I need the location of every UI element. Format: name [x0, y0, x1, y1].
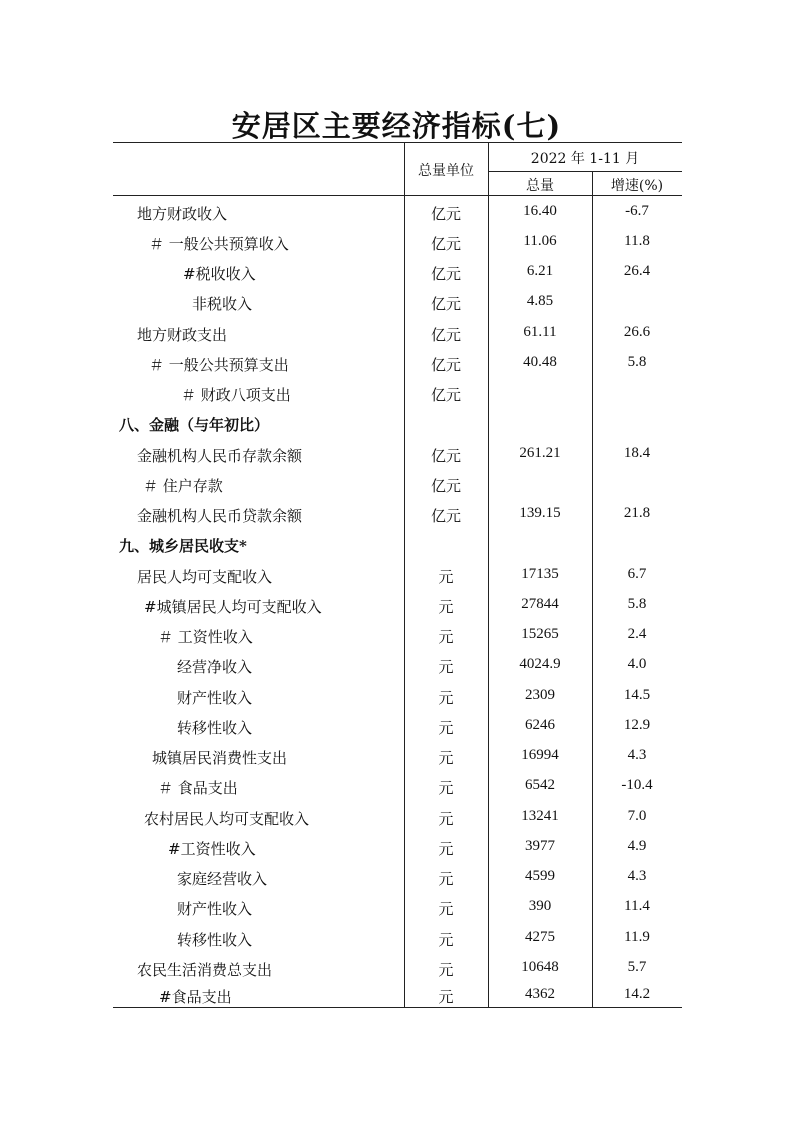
- row-label: 地方财政收入: [137, 205, 228, 223]
- table-row: [113, 923, 682, 953]
- row-unit: 元: [438, 628, 454, 646]
- row-total: 27844: [521, 596, 559, 612]
- row-label: 财产性收入: [177, 900, 253, 918]
- row-unit: 元: [438, 749, 454, 767]
- header-mid-rule: [488, 171, 682, 172]
- row-total: 390: [528, 898, 552, 914]
- table-row: [113, 257, 682, 287]
- row-unit: 亿元: [430, 326, 461, 344]
- row-growth: 11.9: [624, 929, 650, 945]
- row-unit: 元: [438, 598, 454, 616]
- row-total: 13241: [521, 808, 559, 824]
- row-growth: 26.6: [623, 324, 651, 340]
- row-growth: 12.9: [623, 717, 651, 733]
- row-growth: 11.4: [624, 898, 650, 914]
- row-total: 6542: [525, 777, 555, 793]
- header-unit: 总量单位: [418, 163, 474, 179]
- row-label: 经营净收入: [177, 658, 253, 676]
- row-label: ＃ 一般公共预算收入: [149, 235, 289, 253]
- row-unit: 亿元: [430, 235, 461, 253]
- row-total: 4362: [525, 986, 555, 1002]
- header-total: 总量: [526, 178, 554, 194]
- row-label: 家庭经营收入: [177, 870, 268, 888]
- row-unit: 亿元: [430, 205, 461, 223]
- table-row: [113, 197, 682, 227]
- table-row: [113, 711, 682, 741]
- row-label: #城镇居民人均可支配收入: [144, 598, 322, 616]
- row-unit: 元: [438, 689, 454, 707]
- table-row: [113, 439, 682, 469]
- table-row: [113, 227, 682, 257]
- table-row: [113, 348, 682, 378]
- row-growth: 5.8: [627, 596, 647, 612]
- table-row: [113, 741, 682, 771]
- row-total: 4024.9: [519, 656, 561, 672]
- row-growth: 6.7: [627, 566, 647, 582]
- row-unit: 元: [438, 961, 454, 979]
- section-label: 九、城乡居民收支*: [119, 537, 247, 555]
- row-total: 40.48: [523, 354, 557, 370]
- row-total: 4599: [525, 868, 555, 884]
- row-unit: 元: [438, 658, 454, 676]
- row-unit: 亿元: [430, 295, 461, 313]
- row-label: 财产性收入: [177, 689, 253, 707]
- row-unit: 亿元: [430, 477, 461, 495]
- row-total: 139.15: [519, 505, 561, 521]
- row-label: ＃ 食品支出: [158, 779, 238, 797]
- row-unit: 亿元: [430, 507, 461, 525]
- table-row: [113, 378, 682, 408]
- row-total: 11.06: [523, 233, 557, 249]
- table-row: [113, 681, 682, 711]
- row-growth: 14.5: [623, 687, 651, 703]
- table-top-rule: [113, 142, 682, 143]
- header-growth: 增速(%): [610, 178, 664, 194]
- row-total: 61.11: [523, 324, 557, 340]
- header-bottom-rule: [113, 195, 682, 196]
- row-label: 农民生活消费总支出: [137, 961, 273, 979]
- row-total: 10648: [521, 959, 559, 975]
- row-label: ＃ 财政八项支出: [181, 386, 291, 404]
- row-total: 15265: [521, 626, 559, 642]
- table-row: [113, 499, 682, 529]
- row-unit: 元: [438, 870, 454, 888]
- row-unit: 元: [438, 988, 454, 1006]
- row-label: 转移性收入: [177, 931, 253, 949]
- row-growth: 5.8: [627, 354, 647, 370]
- row-unit: 亿元: [430, 265, 461, 283]
- section-heading: [113, 529, 682, 559]
- row-label: ＃ 住户存款: [143, 477, 223, 495]
- row-unit: 元: [438, 719, 454, 737]
- section-heading: [113, 408, 682, 438]
- table-row: [113, 953, 682, 983]
- row-growth: 5.7: [627, 959, 647, 975]
- row-label: 非税收入: [192, 295, 253, 313]
- row-label: 居民人均可支配收入: [137, 568, 273, 586]
- row-label: 农村居民人均可支配收入: [144, 810, 310, 828]
- row-label: #工资性收入: [168, 840, 256, 858]
- row-total: 17135: [521, 566, 559, 582]
- page-title: 安居区主要经济指标(七): [231, 109, 562, 143]
- row-total: 3977: [525, 838, 555, 854]
- row-unit: 元: [438, 779, 454, 797]
- row-total: 4.85: [526, 293, 554, 309]
- table-row: [113, 771, 682, 801]
- table-row: [113, 650, 682, 680]
- row-label: ＃ 工资性收入: [158, 628, 253, 646]
- table-row: [113, 862, 682, 892]
- row-total: 16.40: [523, 203, 557, 219]
- row-growth: -6.7: [625, 203, 649, 219]
- row-label: 金融机构人民币存款余额: [137, 447, 303, 465]
- row-growth: 7.0: [627, 808, 647, 824]
- row-unit: 元: [438, 568, 454, 586]
- table-row: [113, 620, 682, 650]
- row-growth: 4.3: [627, 747, 647, 763]
- row-growth: 4.0: [627, 656, 647, 672]
- row-unit: 亿元: [430, 386, 461, 404]
- row-growth: 11.8: [624, 233, 650, 249]
- table-row: [113, 590, 682, 620]
- row-total: 261.21: [519, 445, 561, 461]
- row-total: 6.21: [526, 263, 554, 279]
- row-total: 6246: [525, 717, 555, 733]
- row-total: 4275: [525, 929, 555, 945]
- row-label: #税收收入: [183, 265, 256, 283]
- row-label: 城镇居民消费性支出: [152, 749, 288, 767]
- row-growth: -10.4: [621, 777, 653, 793]
- row-label: ＃ 一般公共预算支出: [149, 356, 289, 374]
- row-growth: 21.8: [623, 505, 651, 521]
- table-row: [113, 469, 682, 499]
- table-row: [113, 802, 682, 832]
- table-row: [113, 560, 682, 590]
- table-row: [113, 892, 682, 922]
- row-label: 金融机构人民币贷款余额: [137, 507, 303, 525]
- row-growth: 14.2: [623, 986, 651, 1002]
- row-unit: 亿元: [430, 356, 461, 374]
- row-growth: 26.4: [623, 263, 651, 279]
- row-unit: 元: [438, 840, 454, 858]
- row-label: 地方财政支出: [137, 326, 228, 344]
- table-row: [113, 287, 682, 317]
- row-unit: 元: [438, 900, 454, 918]
- row-total: 2309: [525, 687, 555, 703]
- row-growth: 4.3: [627, 868, 647, 884]
- row-growth: 18.4: [623, 445, 651, 461]
- row-unit: 元: [438, 931, 454, 949]
- row-total: 16994: [521, 747, 559, 763]
- table-row: [113, 318, 682, 348]
- row-unit: 亿元: [430, 447, 461, 465]
- header-period: 2022 年 1-11 月: [530, 151, 640, 167]
- row-growth: 2.4: [627, 626, 647, 642]
- row-growth: 4.9: [627, 838, 647, 854]
- table-row: [113, 980, 682, 1010]
- row-label: #食品支出: [159, 988, 232, 1006]
- row-unit: 元: [438, 810, 454, 828]
- section-label: 八、金融（与年初比）: [119, 416, 270, 434]
- row-label: 转移性收入: [177, 719, 253, 737]
- table-row: [113, 832, 682, 862]
